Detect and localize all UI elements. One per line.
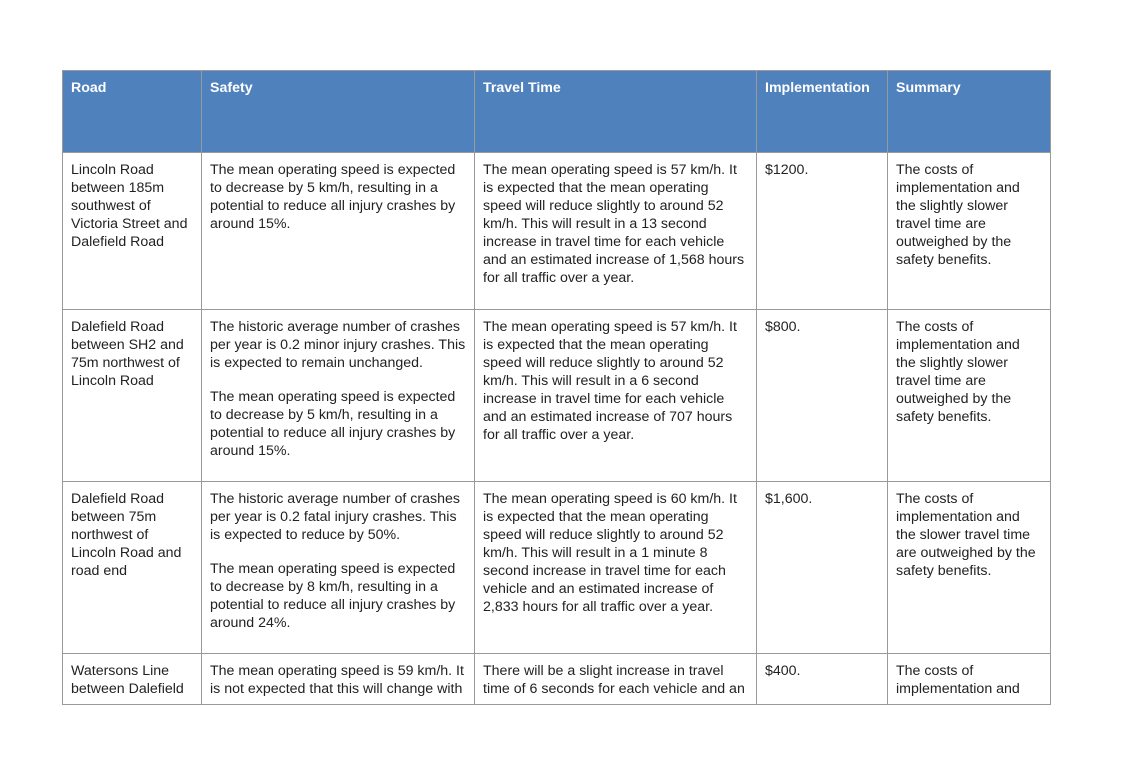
- header-safety: Safety: [202, 71, 475, 153]
- safety-paragraph: The mean operating speed is expected to decrease by 5 km/h, resulting in a potential to reduce all injury crashes by around 15%.: [210, 162, 456, 232]
- cell-travel-time: The mean operating speed is 57 km/h. It is expected that the mean operating speed will reduce slightly to around 52 km/h. This will result in a 13 second increase in travel time for each vehicle and an estimated increase of 1,568 hours for all traffic over a year.: [475, 153, 757, 310]
- safety-paragraph: The historic average number of crashes per year is 0.2 minor injury crashes. This is expected to remain unchanged.: [210, 319, 466, 371]
- table-row: [63, 310, 1051, 482]
- cell-summary: The costs of implementation and the slightly slower travel time are outweighed by the safety benefits.: [888, 153, 1051, 310]
- table-row: [63, 153, 1051, 310]
- cell-road: Dalefield Road between SH2 and 75m northwest of Lincoln Road: [63, 310, 202, 482]
- cell-implementation: $1200.: [757, 153, 888, 310]
- cell-summary: The costs of implementation and: [888, 654, 1051, 705]
- speed-review-table: [62, 70, 1051, 705]
- header-row: [63, 71, 1051, 153]
- table-row: [63, 482, 1051, 654]
- safety-paragraph: The mean operating speed is expected to decrease by 5 km/h, resulting in a potential to reduce all injury crashes by around 15%.: [210, 389, 456, 459]
- safety-paragraph: The historic average number of crashes per year is 0.2 fatal injury crashes. This is expected to reduce by 50%.: [210, 491, 460, 543]
- header-travel-time: Travel Time: [475, 71, 757, 153]
- header-implementation: Implementation: [757, 71, 888, 153]
- cell-travel-time: The mean operating speed is 57 km/h. It is expected that the mean operating speed will reduce slightly to around 52 km/h. This will result in a 6 second increase in travel time for each vehicle and an estimated increase of 707 hours for all traffic over a year.: [475, 310, 757, 482]
- cell-safety: [202, 153, 475, 310]
- table-row: [63, 654, 1051, 705]
- header-summary: Summary: [888, 71, 1051, 153]
- cell-implementation: $1,600.: [757, 482, 888, 654]
- table-body: [63, 153, 1051, 705]
- cell-travel-time: There will be a slight increase in travel time of 6 seconds for each vehicle and an: [475, 654, 757, 705]
- cell-safety: [202, 654, 475, 705]
- cell-summary: The costs of implementation and the slightly slower travel time are outweighed by the safety benefits.: [888, 310, 1051, 482]
- cell-road: Dalefield Road between 75m northwest of Lincoln Road and road end: [63, 482, 202, 654]
- table-header: [63, 71, 1051, 153]
- safety-paragraph: The mean operating speed is expected to decrease by 8 km/h, resulting in a potential to reduce all injury crashes by around 24%.: [210, 561, 456, 631]
- cell-road: Lincoln Road between 185m southwest of Victoria Street and Dalefield Road: [63, 153, 202, 310]
- cell-safety: [202, 310, 475, 482]
- cell-travel-time: The mean operating speed is 60 km/h. It is expected that the mean operating speed will reduce slightly to around 52 km/h. This will result in a 1 minute 8 second increase in travel time for each vehicle and an estimated increase of 2,833 hours for all traffic over a year.: [475, 482, 757, 654]
- cell-summary: The costs of implementation and the slower travel time are outweighed by the safety benefits.: [888, 482, 1051, 654]
- safety-paragraph: The mean operating speed is 59 km/h. It is not expected that this will change with: [210, 663, 464, 697]
- cell-implementation: $800.: [757, 310, 888, 482]
- cell-safety: [202, 482, 475, 654]
- cell-road: Watersons Line between Dalefield: [63, 654, 202, 705]
- header-road: Road: [63, 71, 202, 153]
- cell-implementation: $400.: [757, 654, 888, 705]
